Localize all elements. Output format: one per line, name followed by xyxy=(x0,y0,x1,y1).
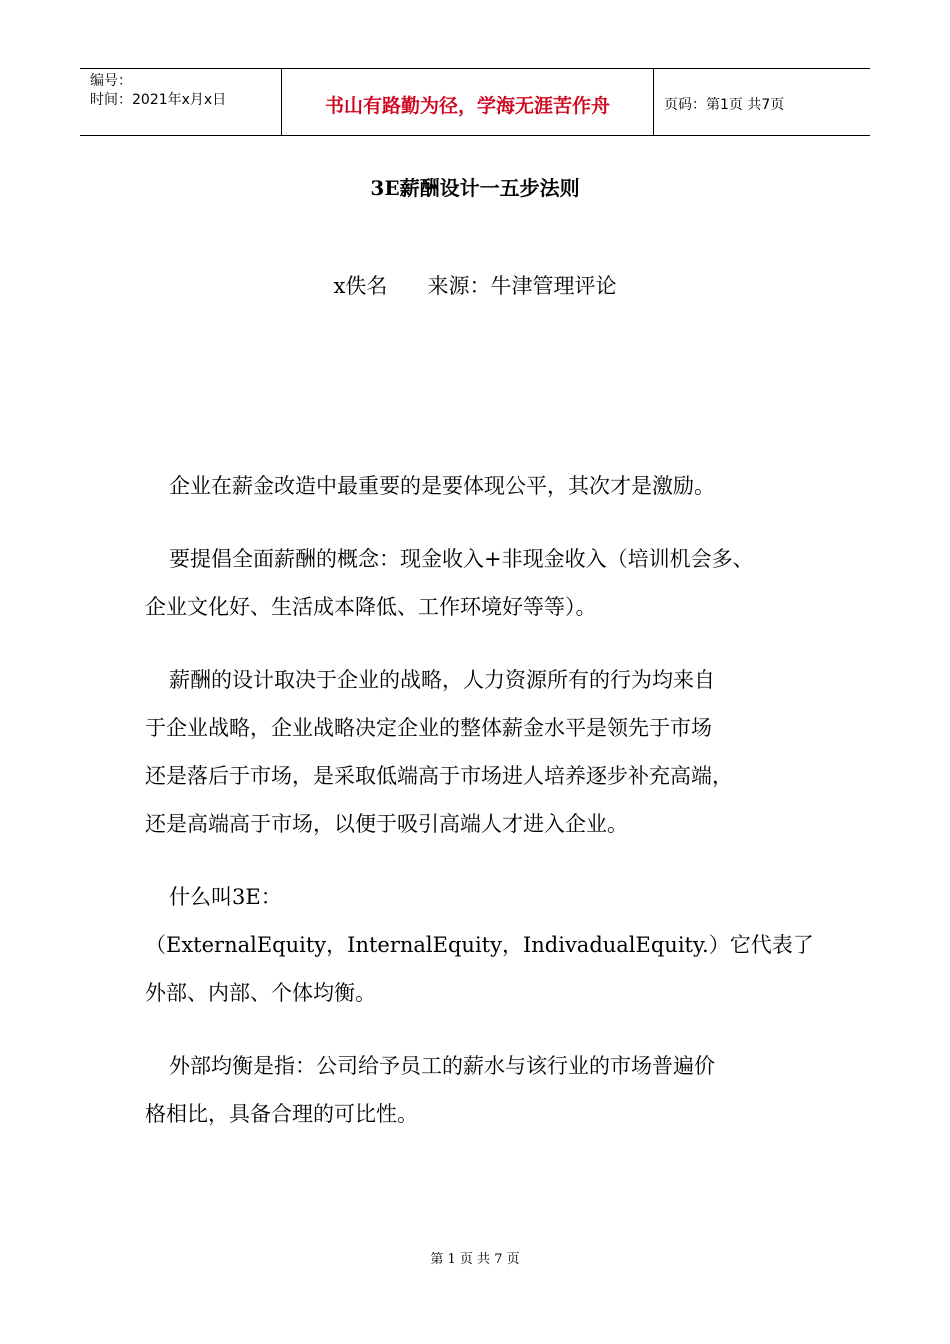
document-byline: x佚名 来源：牛津管理评论 xyxy=(333,274,617,298)
header-page-info: 页码：第1页 共7页 xyxy=(664,97,785,113)
paragraph-line: （ExternalEquity，InternalEquity，IndivadualEquity.）它代表了 xyxy=(145,933,814,957)
header-motto: 书山有路勤为径，学海无涯苦作舟 xyxy=(282,69,654,135)
paragraph-line: 企业文化好、生活成本降低、工作环境好等等）。 xyxy=(145,595,597,619)
document-title: 3E薪酬设计一五步法则 xyxy=(370,176,580,200)
paragraph-line: 企业在薪金改造中最重要的是要体现公平，其次才是激励。 xyxy=(169,474,715,498)
paragraph-line: 薪酬的设计取决于企业的战略，人力资源所有的行为均来自 xyxy=(169,668,715,692)
paragraph-line: 还是落后于市场，是采取低端高于市场进人培养逐步补充高端， xyxy=(145,764,733,788)
time-label: 时间：2021年x月x日 xyxy=(90,92,227,108)
page-footer: 第 1 页 共 7 页 xyxy=(430,1252,520,1267)
paragraph-line: 要提倡全面薪酬的概念：现金收入+非现金收入（培训机会多、 xyxy=(169,547,754,571)
paragraph-line: 外部、内部、个体均衡。 xyxy=(145,981,376,1005)
paragraph-line: 于企业战略，企业战略决定企业的整体薪金水平是领先于市场 xyxy=(145,716,712,740)
paragraph-line: 外部均衡是指：公司给予员工的薪水与该行业的市场普遍价 xyxy=(169,1054,715,1078)
paragraph-line: 什么叫3E： xyxy=(169,885,282,909)
document-body xyxy=(145,462,845,1138)
document-header xyxy=(80,68,870,136)
number-label: 编号： xyxy=(90,73,132,89)
header-meta xyxy=(80,69,282,135)
paragraph-line: 还是高端高于市场，以便于吸引高端人才进入企业。 xyxy=(145,812,628,836)
paragraph-line: 格相比，具备合理的可比性。 xyxy=(145,1102,418,1126)
